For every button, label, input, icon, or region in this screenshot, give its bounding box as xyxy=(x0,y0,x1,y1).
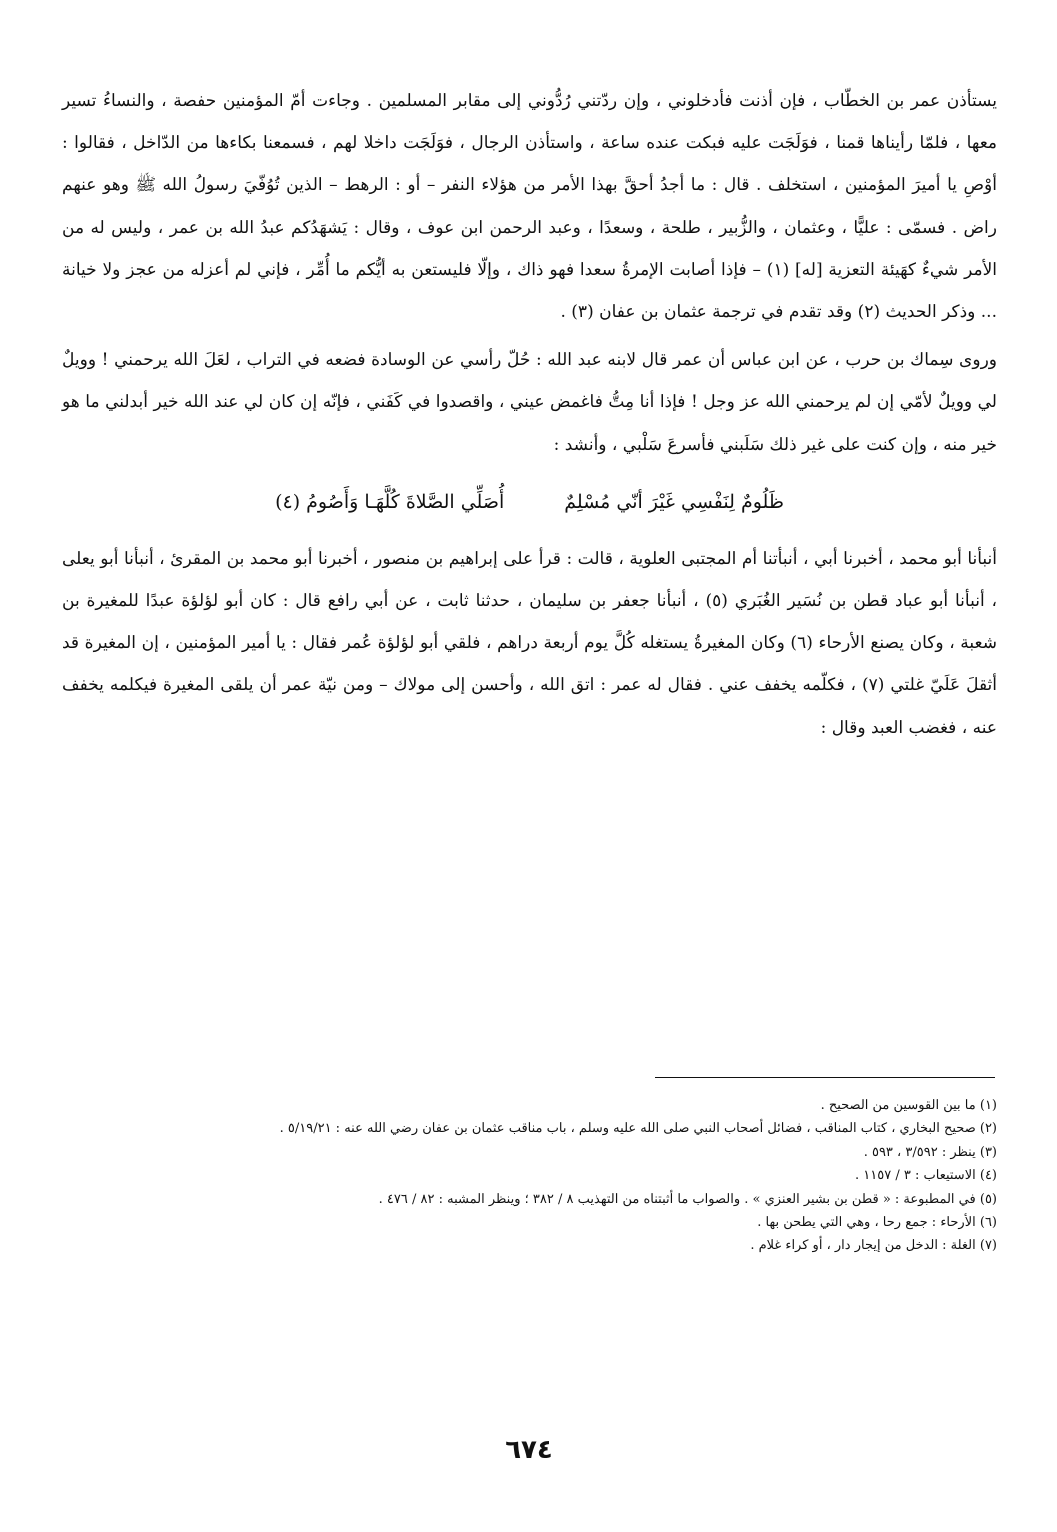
footnote-2: (٢) صحيح البخاري ، كتاب المناقب ، فضائل أصحاب النبي صلى الله عليه وسلم ، باب مناقب عثمان بن عفان رضي الله عنه : ٥/١٩/٢١ . xyxy=(279,1121,997,1137)
page-number: ٦٧٤ xyxy=(505,1435,553,1465)
footnote-5: (٥) في المطبوعة : « قطن بن بشير العنزي » . والصواب ما أثبتناه من التهذيب ٨ / ٣٨٢ ؛ وينظر المشبه : ٨٢ / ٤٧٦ . xyxy=(378,1191,997,1207)
verse-hemistich-right: ظَلُومٌ لِنَفْسِي غَيْرَ أنّي مُسْلِمٌ xyxy=(564,490,784,513)
footnote-1: (١) ما بين القوسين من الصحيح . xyxy=(820,1098,997,1113)
footnote-3: (٣) ينظر : ٣/٥٩٢ ، ٥٩٣ . xyxy=(863,1144,997,1160)
footnote-divider xyxy=(655,1077,995,1078)
main-text xyxy=(62,80,997,749)
paragraph-1: يستأذن عمر بن الخطّاب ، فإن أذنت فأدخلوني ، وإن ردّتني رُدُّوني إلى مقابر المسلمين . وجاءت أمّ المؤمنين حفصة ، والنساءُ تسير معها ، فلمّا رأيناها قمنا ، فوَلَجَت عليه فبكت عنده ساعة ، واستأذن الرجال ، فوَلَجَت داخلا لهم ، فسمعنا بكاءها من الدّاخل ، فقالوا : أوْصِ يا أميرَ المؤمنين ، استخلف . قال : ما أجدُ أحقَّ بهذا الأمر من هؤلاء النفر – أو : الرهط – الذين تُوُفّيَ رسولُ الله ﷺ وهو عنهم راض . فسمّى : عليًّا ، وعثمان ، والزُّبير ، طلحة ، وسعدًا ، وعبد الرحمن ابن عوف ، وقال : يَشهَدُكم عبدُ الله بن عمر ، وليس له من الأمر شيءٌ كهَيئة التعزية [له] (١) – فإذا أصابت الإمرةُ سعدا فهو ذاك ، وإلّا فليستعن به أيُّكم ما أُمِّر ، فإني لم أعزله من عجز ولا خيانة ... وذكر الحديث (٢) وقد تقدم في ترجمة عثمان بن عفان (٣) . xyxy=(62,91,997,323)
footnotes xyxy=(62,1094,997,1258)
footnote-4: (٤) الاستيعاب : ٣ / ١١٥٧ . xyxy=(855,1168,997,1184)
paragraph-3: أنبأنا أبو محمد ، أخبرنا أبي ، أنبأتنا أم المجتبى العلوية ، قالت : قرأ على إبراهيم بن منصور ، أخبرنا أبو محمد بن المقرئ ، أنبأنا أبو يعلى ، أنبأنا أبو عباد قطن بن نُسَير الغُبَري (٥) ، أنبأنا جعفر بن سليمان ، حدثنا ثابت ، عن أبي رافع قال : كان أبو لؤلؤة عبدًا للمغيرة بن شعبة ، وكان يصنع الأرحاء (٦) وكان المغيرةُ يستغله كُلَّ يوم أربعة دراهم ، فلقي أبو لؤلؤة عُمر فقال : يا أمير المؤمنين ، إن المغيرة قد أثقلَ عَلَيّ غلتي (٧) ، فكلّمه يخفف عني . فقال له عمر : اتق الله ، وأحسن إلى مولاك – ومن نيّة عمر أن يلقى المغيرة فيكلمه يخفف عنه ، فغضب العبد وقال : xyxy=(62,548,997,738)
verse-hemistich-left: أُصَلِّي الصَّلاةَ كُلَّهَـا وَأَصُومُ (٤) xyxy=(275,490,505,513)
footnote-6: (٦) الأرحاء : جمع رحا ، وهي التي يطحن بها . xyxy=(757,1215,997,1231)
poetry-verse xyxy=(62,480,997,524)
footnote-7: (٧) الغلة : الدخل من إيجار دار ، أو كراء غلام . xyxy=(750,1238,997,1254)
paragraph-2: وروى سِماك بن حرب ، عن ابن عباس أن عمر قال لابنه عبد الله : حُلّ رأسي عن الوسادة فضعه في التراب ، لعَلَ الله يرحمني ! وويلٌ لي وويلٌ لأمّي إن لم يرحمني الله عز وجل ! فإذا أنا مِتُّ فاغمض عيني ، واقصدوا في كَفَني ، فإنّه إن كان لي عند الله خير أبدلني ما هو خير منه ، وإن كنت على غير ذلك سَلَبني فأسرعَ سَلْبي ، وأنشد : xyxy=(62,350,997,455)
